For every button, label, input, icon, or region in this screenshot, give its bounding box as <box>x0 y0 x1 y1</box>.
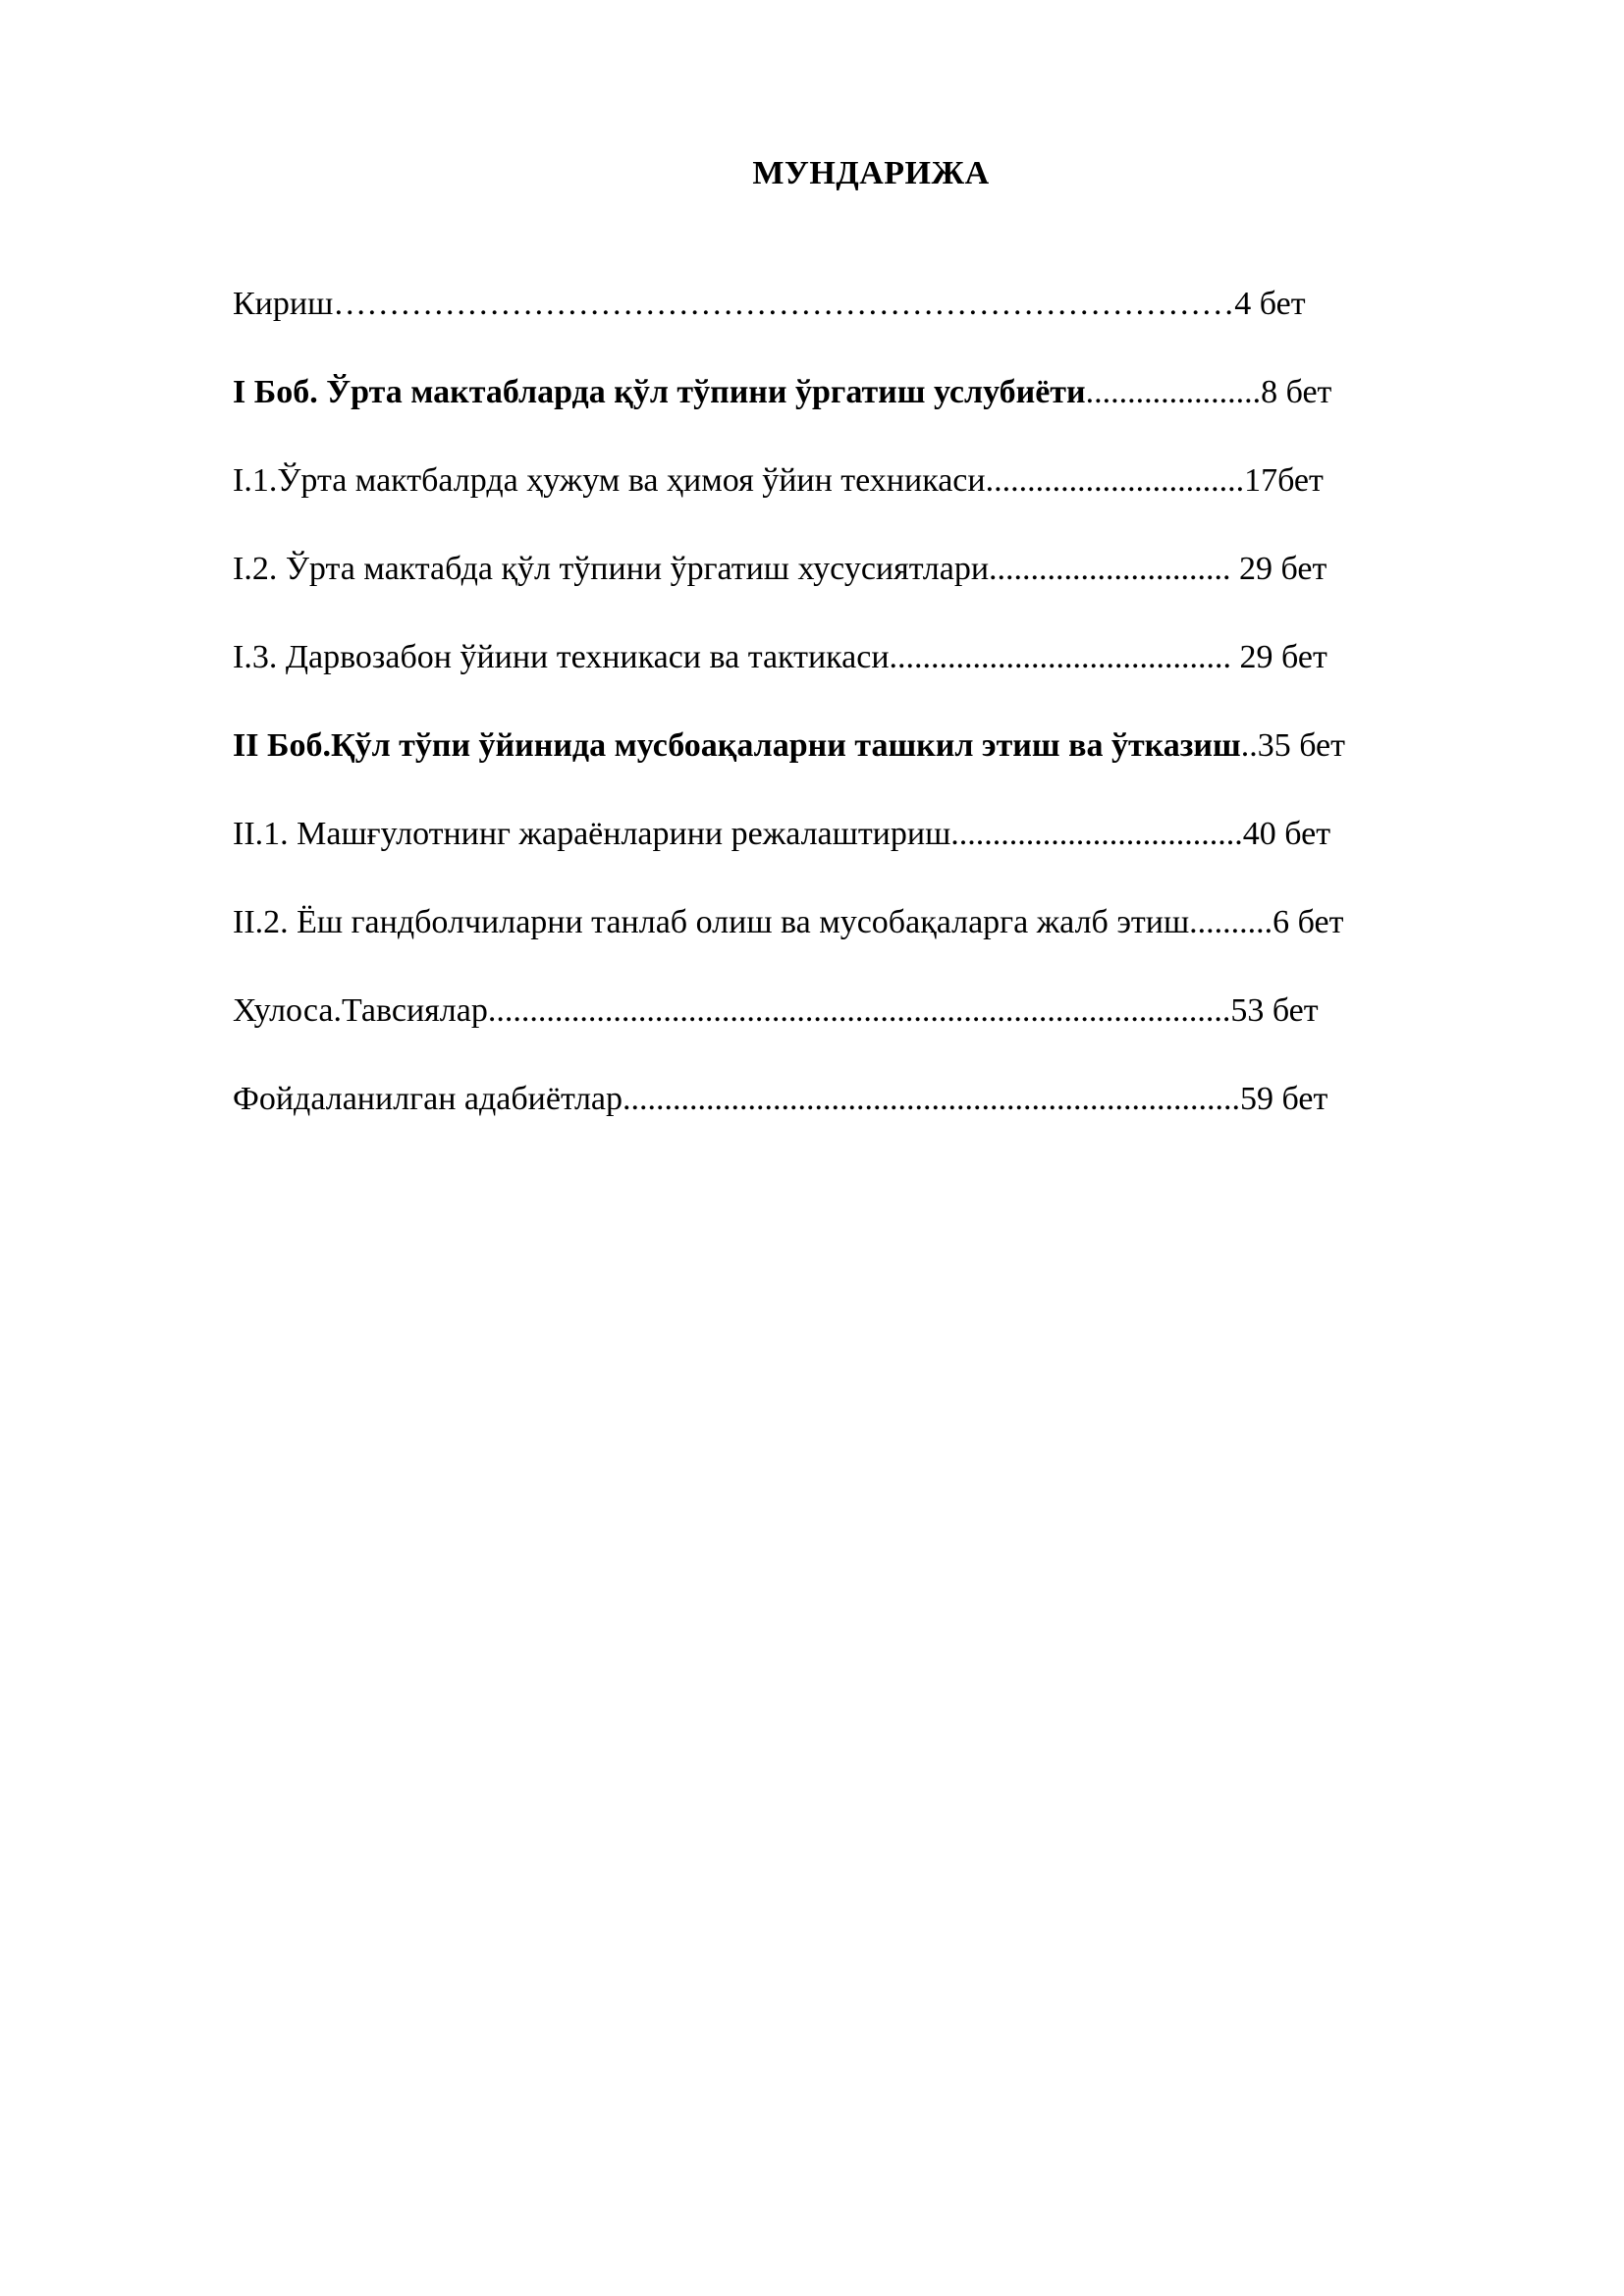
toc-item-text: Фойдаланилган адабиётлар..........................................................................59 бет <box>233 1081 1328 1117</box>
page-title: МУНДАРИЖА <box>752 155 990 191</box>
toc-item-section-1-2 <box>233 548 1326 591</box>
toc-item-chapter-1 <box>233 371 1331 414</box>
toc-item-text: II.1. Машғулотнинг жараёнларини режалаштириш...................................40 бет <box>233 816 1331 852</box>
toc-item-text: I.1.Ўрта мактбалрда ҳужум ва ҳимоя ўйин техникаси...............................17бет <box>233 462 1324 499</box>
toc-item-conclusion <box>233 989 1319 1033</box>
toc-item-text: .....................8 бет <box>1085 374 1332 410</box>
toc-item-text: ..35 бет <box>1240 727 1346 764</box>
toc-item-section-1-1 <box>233 459 1324 503</box>
toc-item-text: I.3. Дарвозабон ўйини техникаси ва тактикаси......................................... 29 бет <box>233 639 1327 675</box>
toc-item-text: I.2. Ўрта мактабда қўл тўпини ўргатиш хусусиятлари............................. 29 бет <box>233 551 1327 587</box>
toc-item-text: Хулоса.Тавсиялар.........................................................................................53 бет <box>233 992 1319 1029</box>
toc-item-section-1-3 <box>233 636 1327 679</box>
toc-item-section-2-2 <box>233 901 1343 944</box>
toc-item-chapter-2 <box>233 724 1345 768</box>
toc-item-text: Кириш………………………………………………………………………4 бет <box>233 286 1306 322</box>
toc-item-heading: I Боб. Ўрта мактабларда қўл тўпини ўргатиш услубиёти <box>233 374 1086 410</box>
toc-item-heading: II Боб.Қўл тўпи ўйинида мусбоақаларни ташкил этиш ва ўтказиш <box>233 727 1241 764</box>
toc-item-introduction <box>233 283 1306 326</box>
toc-item-references <box>233 1078 1327 1121</box>
toc-item-text: II.2. Ёш гандболчиларни танлаб олиш ва мусобақаларга жалб этиш..........6 бет <box>233 904 1344 940</box>
toc-item-section-2-1 <box>233 813 1330 856</box>
